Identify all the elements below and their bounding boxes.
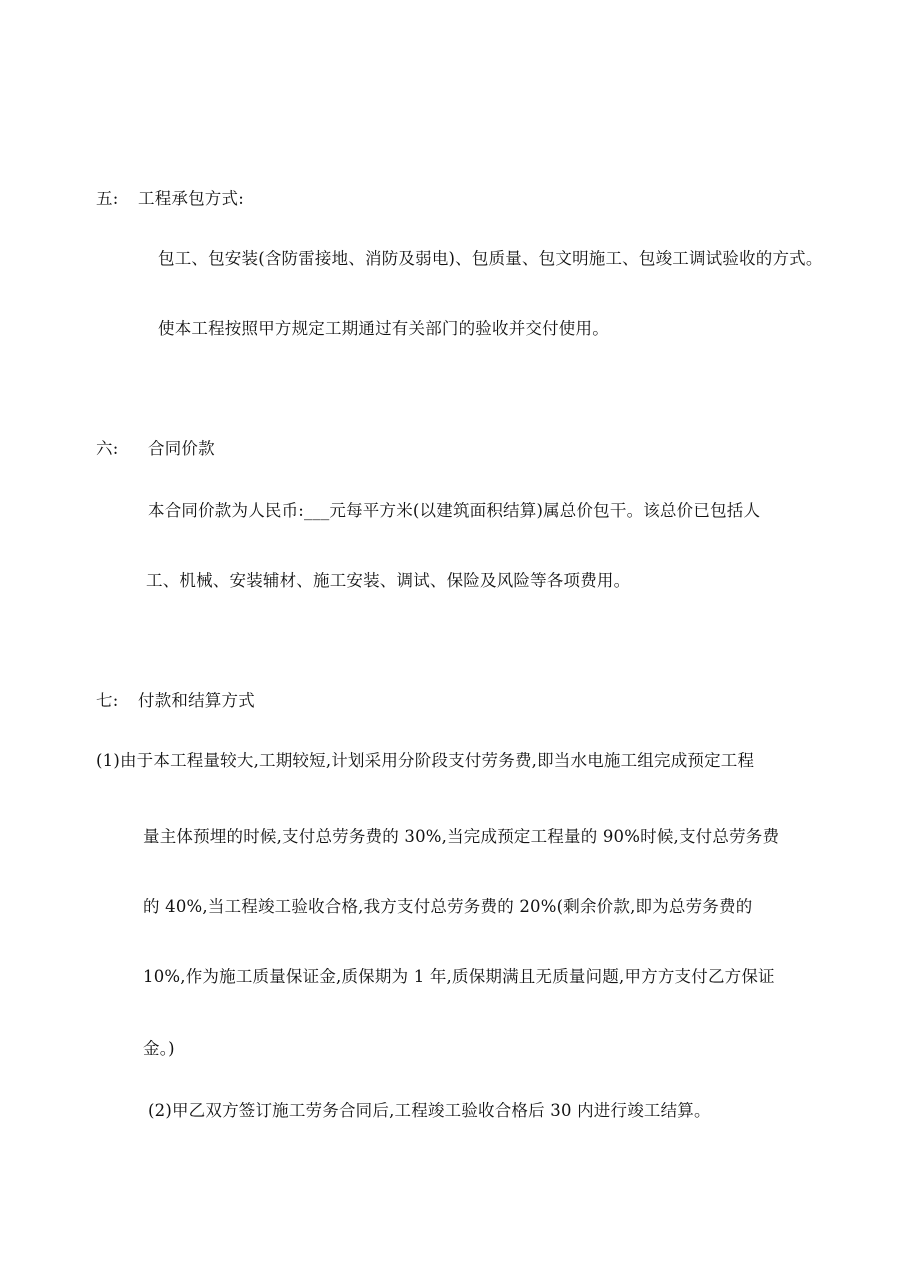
section-six-heading xyxy=(96,438,215,460)
section-six-number: 六: xyxy=(96,439,119,458)
section-seven-heading xyxy=(96,690,255,712)
section-seven-item1-line-3: 的 40%,当工程竣工验收合格,我方支付总劳务费的 20%(剩余价款,即为总劳务费的 xyxy=(143,897,753,916)
section-seven-item1-line-1: (1)由于本工程量较大,工期较短,计划采用分阶段支付劳务费,即当水电施工组完成预定工程 xyxy=(96,751,755,770)
section-six-line-2: 工、机械、安装辅材、施工安装、调试、保险及风险等各项费用。 xyxy=(146,571,631,590)
section-six-title: 合同价款 xyxy=(148,439,215,458)
section-seven-item1-line-2: 量主体预埋的时候,支付总劳务费的 30%,当完成预定工程量的 90%时候,支付总劳务费 xyxy=(143,827,780,846)
section-seven-item1-line-4: 10%,作为施工质量保证金,质保期为 1 年,质保期满且无质量问题,甲方方支付乙方保证 xyxy=(143,967,775,986)
section-seven-item1-line-5: 金。) xyxy=(143,1039,175,1058)
section-five-title: 工程承包方式: xyxy=(138,189,244,208)
section-seven-title: 付款和结算方式 xyxy=(138,691,255,710)
section-five-line-2: 使本工程按照甲方规定工期通过有关部门的验收并交付使用。 xyxy=(158,319,609,338)
section-six-line-1: 本合同价款为人民币:___元每平方米(以建筑面积结算)属总价包干。该总价已包括人 xyxy=(148,501,761,520)
section-five-line-1: 包工、包安装(含防雷接地、消防及弱电)、包质量、包文明施工、包竣工调试验收的方式。 xyxy=(158,249,823,268)
section-seven-number: 七: xyxy=(96,691,119,710)
section-five-heading xyxy=(96,188,244,210)
section-five-number: 五: xyxy=(96,189,119,208)
section-seven-item2: (2)甲乙双方签订施工劳务合同后,工程竣工验收合格后 30 内进行竣工结算。 xyxy=(148,1101,711,1120)
